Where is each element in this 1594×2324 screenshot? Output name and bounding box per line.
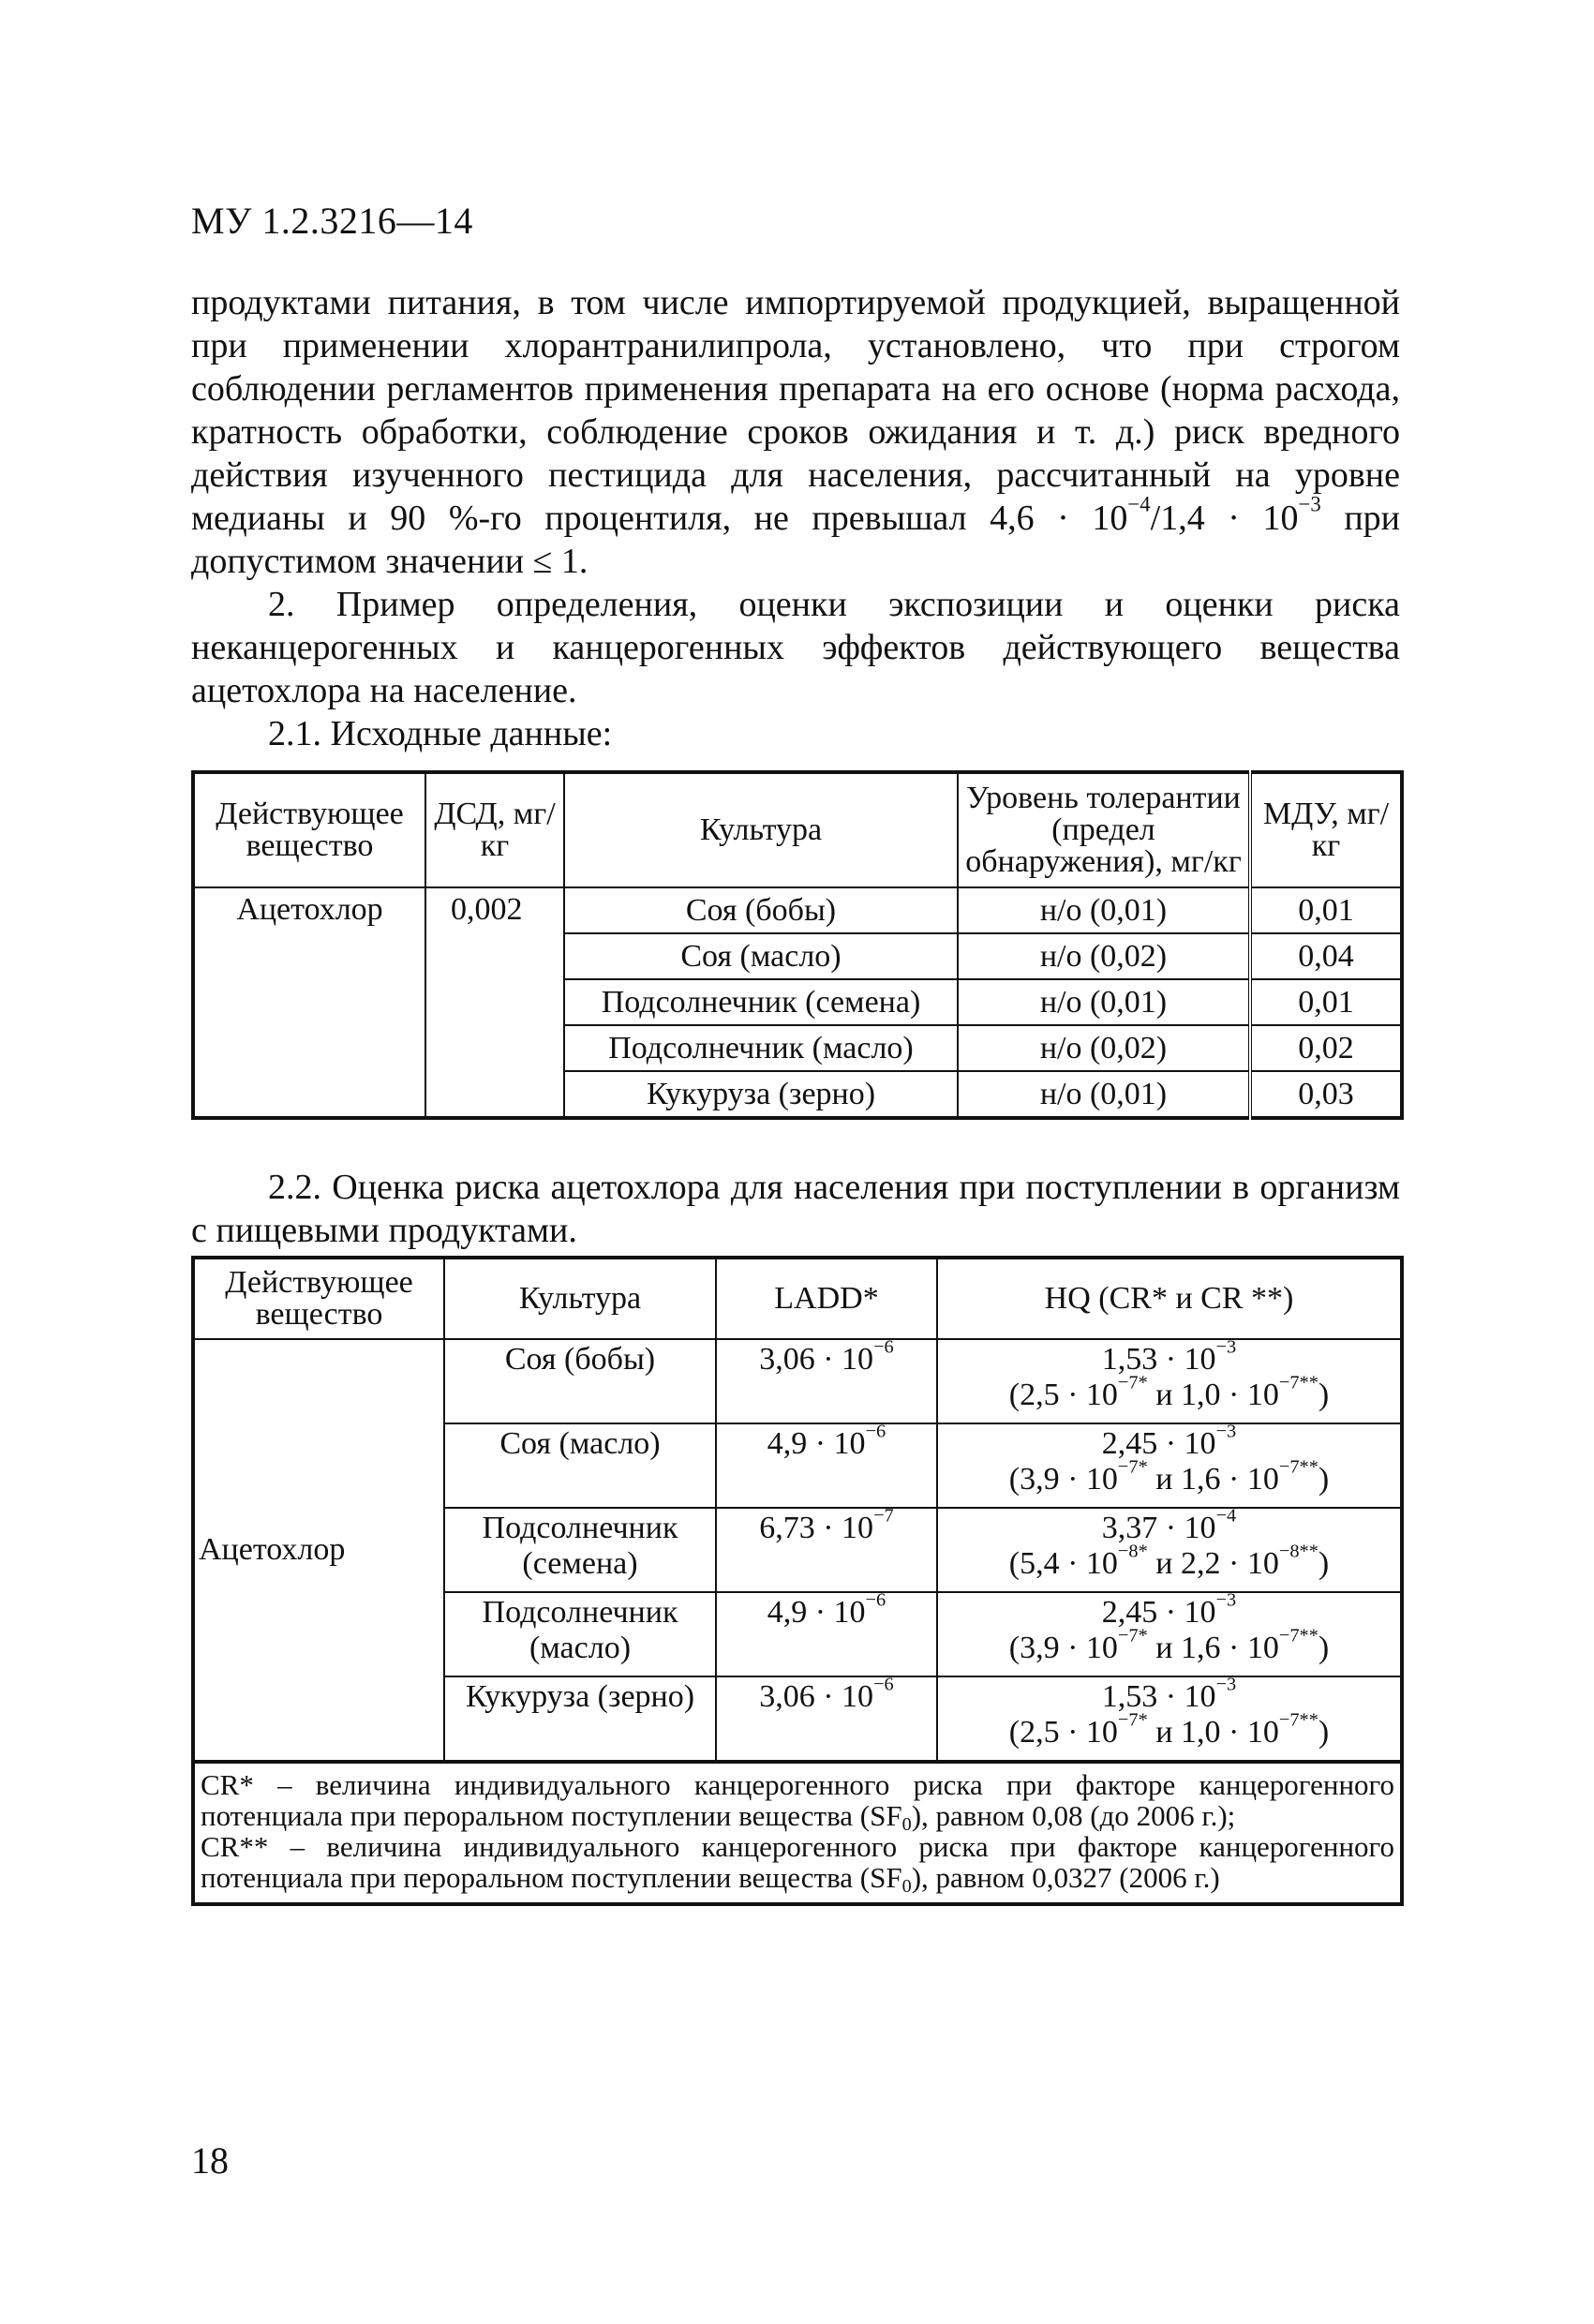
intro-risk-values: $4,6 \cdot 10^{-4}/1,4 \cdot 10^{-3}$ при допустимом значении ≤ 1. — [191, 492, 1400, 581]
crop-cell: Подсолнечник (масло) — [444, 1592, 716, 1676]
header-mdu: МДУ, мг/кг — [1250, 772, 1402, 887]
header-ladd: LADD* — [716, 1258, 937, 1339]
header-crop: Культура — [444, 1258, 716, 1339]
ladd-cell: $4,9 \cdot 10^{-6}$ — [716, 1592, 937, 1676]
table-footnote-row — [193, 1762, 1402, 1904]
header-crop: Культура — [564, 772, 958, 887]
hq-cell: $1,53 \cdot 10^{-3}$ ($2,5 \cdot 10^{-7*}$ и $1,0 \cdot 10^{-7**}$) — [937, 1676, 1402, 1762]
risk-assessment-table — [191, 1256, 1404, 1906]
ladd-cell: $3,06 \cdot 10^{-6}$ — [716, 1676, 937, 1762]
tolerance-cell: н/о (0,02) — [958, 933, 1250, 979]
crop-cell: Кукуруза (зерно) — [564, 1071, 958, 1118]
intro-paragraph: продуктами питания, в том числе импортируемой продукцией, выращенной при применении хлорантранилипрола, установлено, что при строгом соблюдении регламентов применения препарата на его основе (норма расхода, кратность обработки, соблюдение сроков ожидания и т. д.) риск вредного действия изученного пестицида для населения, рассчитанный на уровне медианы и 90 %-го процентиля, не превышал $4,6 \cdot 10^{-4}/1,4 \cdot 10^{-3}$ при допустимом значении ≤ 1. — [191, 283, 1400, 581]
footnote-cr-double: CR** – величина индивидуального канцерогенного риска при факторе канцерогенного потенциала при пероральном поступлении вещества $(SF_0)$, равном 0,0327 (2006 г.) — [201, 1830, 1394, 1898]
crop-cell: Подсолнечник (масло) — [564, 1025, 958, 1071]
tolerance-cell: н/о (0,01) — [958, 1071, 1250, 1118]
substance-cell: Ацетохлор — [193, 887, 425, 1118]
crop-cell: Подсолнечник (семена) — [564, 979, 958, 1025]
initial-data-table — [191, 770, 1404, 1120]
tolerance-cell: н/о (0,02) — [958, 1025, 1250, 1071]
document-code: МУ 1.2.3216—14 — [191, 200, 473, 242]
tolerance-cell: н/о (0,01) — [958, 979, 1250, 1025]
ladd-cell: $3,06 \cdot 10^{-6}$ — [716, 1339, 937, 1423]
crop-cell: Соя (масло) — [444, 1423, 716, 1508]
section-2-2-caption: 2.2. Оценка риска ацетохлора для населения при поступлении в организм с пищевыми продуктами. — [191, 1168, 1400, 1250]
mdu-cell: 0,02 — [1250, 1025, 1402, 1071]
crop-cell: Соя (бобы) — [564, 887, 958, 933]
substance-cell: Ацетохлор — [193, 1339, 444, 1762]
mdu-cell: 0,03 — [1250, 1071, 1402, 1118]
mdu-cell: 0,01 — [1250, 979, 1402, 1025]
section-2-2-caption-block — [191, 1166, 1400, 1252]
table-header-row — [193, 772, 1402, 887]
hq-cell: $3,37 \cdot 10^{-4}$ ($5,4 \cdot 10^{-8*}$ и $2,2 \cdot 10^{-8**}$) — [937, 1508, 1402, 1592]
page-number: 18 — [191, 2139, 229, 2182]
header-substance: Действующее вещество — [193, 1258, 444, 1339]
hq-cell: $2,45 \cdot 10^{-3}$ ($3,9 \cdot 10^{-7*}$ и $1,6 \cdot 10^{-7**}$) — [937, 1423, 1402, 1508]
hq-cell: $1,53 \cdot 10^{-3}$ ($2,5 \cdot 10^{-7*}$ и $1,0 \cdot 10^{-7**}$) — [937, 1339, 1402, 1423]
mdu-cell: 0,04 — [1250, 933, 1402, 979]
section-2-paragraph: 2. Пример определения, оценки экспозиции и оценки риска неканцерогенных и канцерогенных эффектов действующего вещества ацетохлора на население. — [191, 585, 1400, 710]
dsd-cell: 0,002 — [425, 887, 564, 1118]
ladd-cell: $6,73 \cdot 10^{-7}$ — [716, 1508, 937, 1592]
footnote-cr-single: CR* – величина индивидуального канцерогенного риска при факторе канцерогенного потенциала при пероральном поступлении вещества $(SF_0)$, равном 0,08 (до 2006 г.); — [201, 1768, 1394, 1836]
header-hq: HQ (CR* и CR **) — [937, 1258, 1402, 1339]
section-2-1-caption: 2.1. Исходные данные: — [268, 714, 613, 753]
table-row — [193, 887, 1402, 933]
tolerance-cell: н/о (0,01) — [958, 887, 1250, 933]
header-substance: Действующее вещество — [193, 772, 425, 887]
crop-cell: Подсолнечник (семена) — [444, 1508, 716, 1592]
header-dsd: ДСД, мг/кг — [425, 772, 564, 887]
header-tolerance: Уровень толерантии (предел обнаружения), мг/кг — [958, 772, 1250, 887]
hq-cell: $2,45 \cdot 10^{-3}$ ($3,9 \cdot 10^{-7*}$ и $1,6 \cdot 10^{-7**}$) — [937, 1592, 1402, 1676]
ladd-cell: $4,9 \cdot 10^{-6}$ — [716, 1423, 937, 1508]
mdu-cell: 0,01 — [1250, 887, 1402, 933]
body-text — [191, 281, 1400, 755]
crop-cell: Соя (масло) — [564, 933, 958, 979]
table-header-row — [193, 1258, 1402, 1339]
crop-cell: Соя (бобы) — [444, 1339, 716, 1423]
table-row — [193, 1339, 1402, 1423]
crop-cell: Кукуруза (зерно) — [444, 1676, 716, 1762]
table-footnote — [193, 1762, 1402, 1904]
